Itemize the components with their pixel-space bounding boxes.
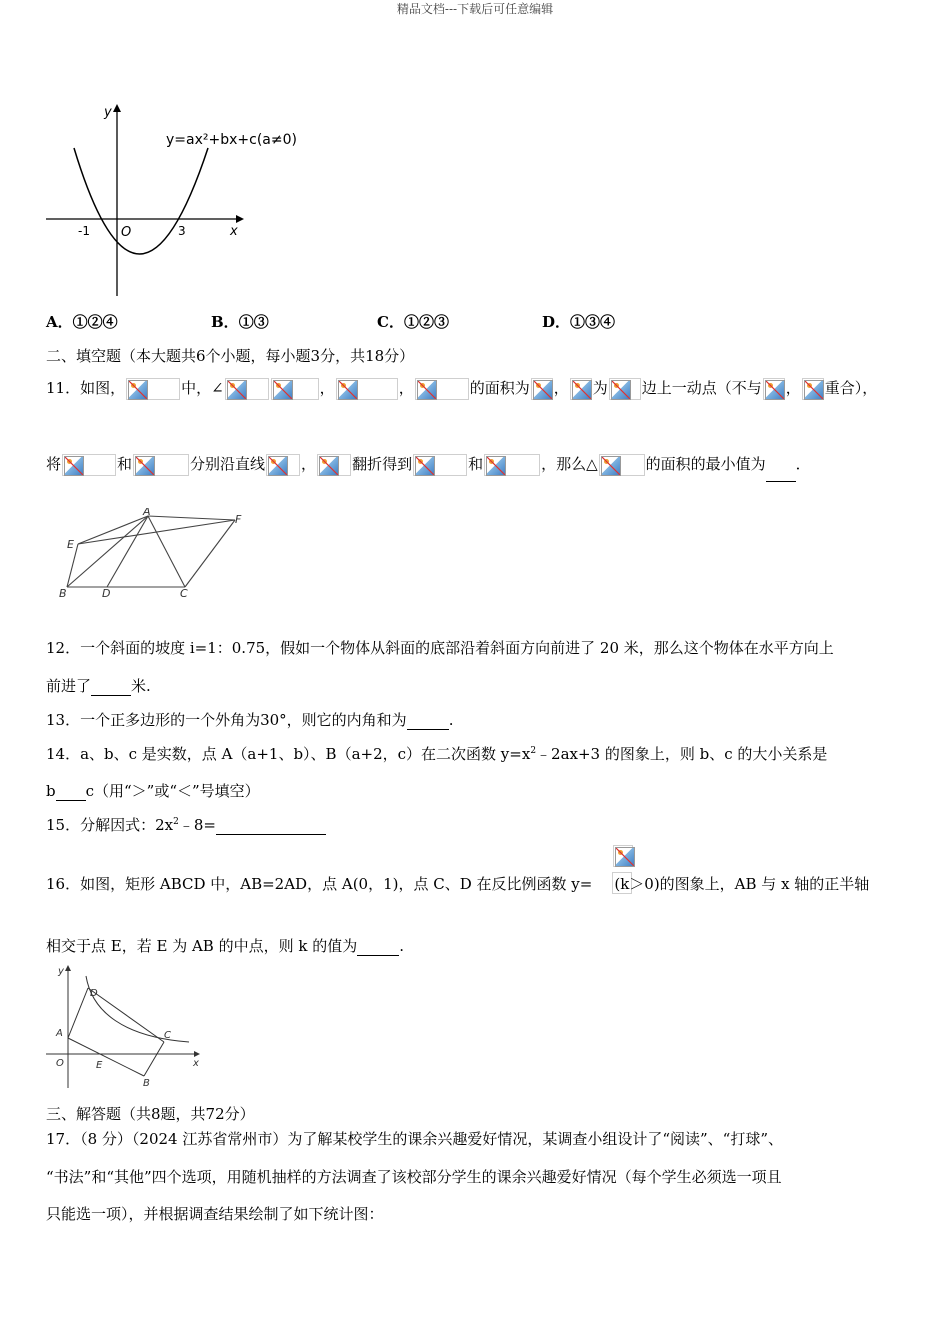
fig16-label-o: O [56,1058,64,1069]
graph-tick-3: 3 [178,224,186,238]
question-12-line-2: 前进了 米. [46,677,151,695]
fig11-label-f: F [235,513,242,526]
choice-c: C．①②③ [377,313,449,331]
image-icon [225,378,269,400]
answer-blank [56,800,86,801]
figure-11 [55,508,255,603]
fig11-label-b: B [59,587,67,600]
question-11-line-2: 将 和 分别沿直线 ， 翻折得到 和 ，那么△ 的面积的最小值为 ． [46,446,811,482]
image-icon [266,454,300,476]
image-icon [484,454,540,476]
fig11-label-c: C [180,587,188,600]
answer-blank [91,695,131,696]
fig11-label-e: E [67,538,74,551]
page-header: 精品文档---下载后可任意编辑 [396,2,554,16]
question-12-line-1: 12．一个斜面的坡度 i=1：0.75，假如一个物体从斜面的底部沿着斜面方向前进了 20 米，那么这个物体在水平方向上 [46,639,834,657]
question-17-line-1: 17．（8 分）（2024 江苏省常州市）为了解某校学生的课余兴趣爱好情况，某调查小组设计了“阅读”、“打球”、 [46,1130,784,1148]
graph-origin-label: O [121,225,132,240]
image-icon [609,378,641,400]
image-icon [271,378,319,400]
image-icon [599,454,645,476]
fig16-label-e: E [96,1060,103,1071]
fig16-label-y: y [58,966,64,977]
question-11-line-1: 11．如图， 中，∠ ， ， 的面积为 ， 为 边上一动点（不与 ， 重合）， [46,370,877,406]
answer-blank [766,481,796,482]
fig16-label-a: A [56,1028,63,1039]
image-icon [802,378,824,400]
fig16-label-x: x [193,1058,199,1069]
section-2-heading: 二、填空题（本大题共6个小题，每小题3分，共18分） [46,347,415,365]
answer-blank [216,834,326,835]
image-icon [570,378,592,400]
choice-d: D．①③④ [542,313,616,331]
fig16-label-d: D [90,988,98,999]
image-icon [763,378,785,400]
fig11-label-d: D [102,587,111,600]
question-14-line-1: 14．a、b、c 是实数，点 A（a+1、b）、B（a+2，c）在二次函数 $y=x^2﹣2ax+3$ 的图象上，则 b、c 的大小关系是 [46,745,828,763]
question-17-line-2: “书法”和“其他”四个选项，用随机抽样的方法调查了该校部分学生的课余兴趣爱好情况（每个学生必须选一项且 [46,1168,782,1186]
question-14-line-2: b c（用“＞”或“＜”号填空） [46,782,260,800]
answer-blank [407,729,449,730]
figure-16 [44,962,204,1090]
image-icon [413,454,467,476]
question-16-line-1: 16．如图，矩形 ABCD 中，AB=2AD，点 A(0，1)，点 C、D 在反比例函数 y= (k＞0)的图象上，AB 与 x 轴的正半轴 [46,875,870,893]
choice-a: A．①②④ [46,313,118,331]
image-icon [613,845,633,867]
fig16-label-b: B [143,1078,150,1089]
image-icon [317,454,351,476]
question-13: 13．一个正多边形的一个外角为30°，则它的内角和为 . [46,711,454,729]
fig16-label-c: C [164,1030,171,1041]
image-icon [126,378,180,400]
image-icon [531,378,553,400]
question-16-line-2: 相交于点 E，若 E 为 AB 的中点，则 k 的值为 . [46,937,405,955]
parabola-graph [40,100,310,300]
graph-y-label: y [104,105,112,120]
question-17-line-3: 只能选一项），并根据调查结果绘制了如下统计图： [46,1205,384,1223]
graph-equation: y=ax²+bx+c(a≠0) [166,132,297,148]
section-3-heading: 三、解答题（共8题，共72分） [46,1105,255,1123]
graph-tick-neg1: -1 [78,224,90,238]
question-15: 15．分解因式：$2x^2﹣8=$ [46,814,326,835]
image-icon [62,454,116,476]
image-icon [133,454,189,476]
choice-b: B．①③ [211,313,269,331]
answer-blank [357,955,399,956]
image-icon [415,378,469,400]
graph-x-label: x [230,224,238,239]
fig11-label-a: A [143,508,151,518]
image-icon [336,378,398,400]
